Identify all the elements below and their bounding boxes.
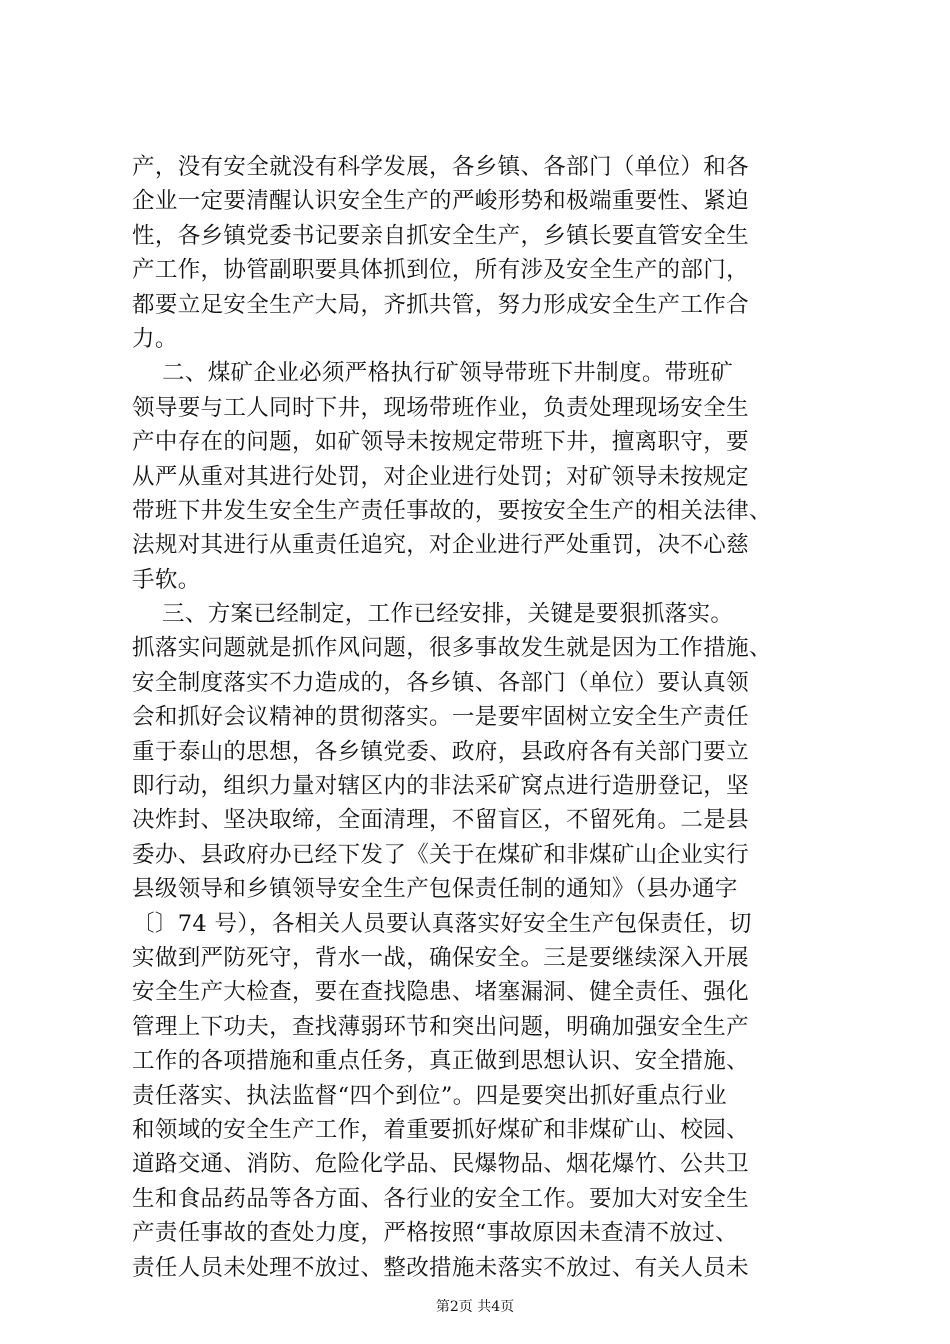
text-line: 性，各乡镇党委书记要亲自抓安全生产，乡镇长要直管安全生	[132, 222, 749, 249]
text-line: 抓落实问题就是抓作风问题，很多事故发生就是因为工作措施、	[132, 635, 772, 662]
text-line: 安全制度落实不力造成的，各乡镇、各部门（单位）要认真领	[132, 669, 749, 696]
text-line: 三、方案已经制定，工作已经安排，关键是要狠抓落实。	[132, 601, 734, 628]
text-line: 工作的各项措施和重点任务，真正做到思想认识、安全措施、	[132, 1048, 749, 1075]
text-line: 重于泰山的思想，各乡镇党委、政府，县政府各有关部门要立	[132, 738, 749, 765]
body-text	[132, 150, 832, 1285]
text-line: 责任落实、执法监督“四个到位”。四是要突出抓好重点行业	[132, 1082, 727, 1109]
text-line: 〔〕74 号），各相关人员要认真落实好安全生产包保责任，切	[132, 910, 752, 937]
text-line: 决炸封、坚决取缔，全面清理，不留盲区，不留死角。二是县	[132, 807, 749, 834]
page-footer: 第2页 共4页	[435, 1299, 515, 1315]
text-line: 带班下井发生安全生产责任事故的，要按安全生产的相关法律、	[132, 497, 772, 524]
text-line: 从严从重对其进行处罚，对企业进行处罚；对矿领导未按规定	[132, 463, 749, 490]
text-line: 手软。	[132, 566, 201, 593]
text-line: 管理上下功夫，查找薄弱环节和突出问题，明确加强安全生产	[132, 1013, 749, 1040]
text-line: 二、煤矿企业必须严格执行矿领导带班下井制度。带班矿	[132, 360, 734, 387]
text-line: 和领域的安全生产工作，着重要抓好煤矿和非煤矿山、校园、	[132, 1116, 749, 1143]
text-line: 都要立足安全生产大局，齐抓共管，努力形成安全生产工作合	[132, 291, 749, 318]
text-line: 产中存在的问题，如矿领导未按规定带班下井，擅离职守，要	[132, 429, 749, 456]
text-line: 实做到严防死守，背水一战，确保安全。三是要继续深入开展	[132, 944, 749, 971]
text-line: 会和抓好会议精神的贯彻落实。一是要牢固树立安全生产责任	[132, 704, 749, 731]
text-line: 法规对其进行从重责任追究，对企业进行严处重罚，决不心慈	[132, 532, 749, 559]
text-line: 即行动，组织力量对辖区内的非法采矿窝点进行造册登记，坚	[132, 773, 749, 800]
text-line: 委办、县政府办已经下发了《关于在煤矿和非煤矿山企业实行	[132, 841, 749, 868]
text-line: 县级领导和乡镇领导安全生产包保责任制的通知》（县办通字	[132, 876, 738, 903]
text-line: 领导要与工人同时下井，现场带班作业，负责处理现场安全生	[132, 394, 749, 421]
text-line: 道路交通、消防、危险化学品、民爆物品、烟花爆竹、公共卫	[132, 1151, 749, 1178]
text-line: 力。	[132, 325, 178, 352]
text-line: 产责任事故的查处力度，严格按照“事故原因未查清不放过、	[132, 1220, 738, 1247]
text-line: 企业一定要清醒认识安全生产的严峻形势和极端重要性、紧迫	[132, 188, 749, 215]
text-line: 生和食品药品等各方面、各行业的安全工作。要加大对安全生	[132, 1185, 749, 1212]
text-line: 产，没有安全就没有科学发展，各乡镇、各部门（单位）和各	[132, 154, 749, 180]
text-line: 安全生产大检查，要在查找隐患、堵塞漏洞、健全责任、强化	[132, 979, 749, 1006]
text-line: 责任人员未处理不放过、整改措施未落实不放过、有关人员未	[132, 1254, 749, 1281]
text-line: 产工作，协管副职要具体抓到位，所有涉及安全生产的部门，	[132, 257, 749, 284]
